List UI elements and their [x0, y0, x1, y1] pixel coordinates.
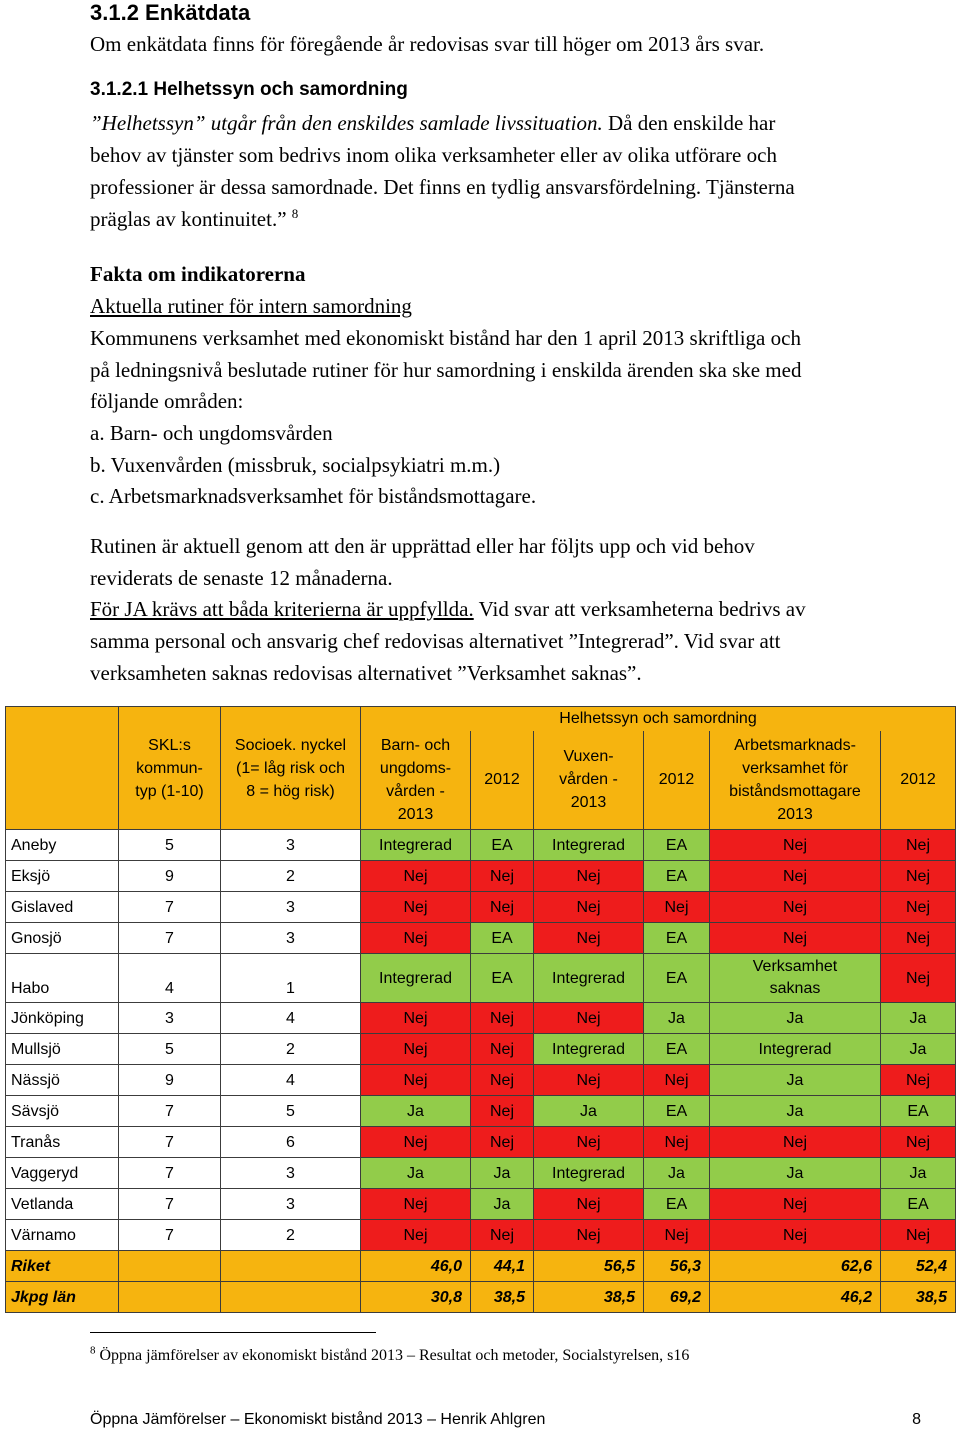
result-cell: EA — [644, 923, 710, 954]
para3-line-2: samma personal och ansvarig chef redovisas alternativet ”Integrerad”. Vid svar att — [90, 629, 781, 653]
page-footer — [90, 1411, 921, 1429]
result-cell: Ja — [881, 1158, 956, 1189]
riket-value: 46,0 — [361, 1251, 471, 1282]
skl-type: 3 — [119, 1003, 221, 1034]
skl-type: 7 — [119, 923, 221, 954]
socioek-key: 3 — [221, 923, 361, 954]
skl-type: 9 — [119, 861, 221, 892]
footnote-divider — [90, 1332, 376, 1333]
footer-text: Öppna Jämförelser – Ekonomiskt bistånd 2013 – Henrik Ahlgren — [90, 1411, 546, 1428]
result-cell: Integrerad — [361, 830, 471, 861]
jkpg-value: 38,5 — [881, 1282, 956, 1313]
result-cell: Nej — [881, 1220, 956, 1251]
para3-line-3: verksamheten saknas redovisas alternativet ”Verksamhet saknas”. — [90, 661, 642, 685]
cell-empty — [221, 1282, 361, 1313]
result-cell: Nej — [361, 1127, 471, 1158]
section-heading: 3.1.2 Enkätdata — [90, 0, 251, 25]
result-cell: EA — [471, 923, 534, 954]
result-cell: Nej — [471, 861, 534, 892]
table-row — [6, 1096, 956, 1127]
skl-type: 5 — [119, 830, 221, 861]
table-row — [6, 1189, 956, 1220]
municipality-name: Mullsjö — [6, 1034, 119, 1065]
municipality-name: Vaggeryd — [6, 1158, 119, 1189]
subsection-heading: 3.1.2.1 Helhetssyn och samordning — [90, 79, 408, 100]
socioek-key: 4 — [221, 1003, 361, 1034]
result-cell: Verksamhet saknas — [710, 954, 881, 1003]
socioek-key: 3 — [221, 1158, 361, 1189]
quote-line-4-text: präglas av kontinuitet.” — [90, 207, 287, 231]
table-row — [6, 1003, 956, 1034]
quote-line-1 — [90, 108, 775, 140]
facts-subtitle: Aktuella rutiner för intern samordning — [90, 294, 412, 318]
result-cell: Nej — [881, 830, 956, 861]
result-cell: Nej — [471, 1127, 534, 1158]
facts-item-b: b. Vuxenvården (missbruk, socialpsykiatri m.m.) — [90, 453, 501, 477]
result-cell: Nej — [710, 830, 881, 861]
table-row — [6, 1158, 956, 1189]
riket-value: 52,4 — [881, 1251, 956, 1282]
result-cell: Nej — [471, 1220, 534, 1251]
municipality-name: Gnosjö — [6, 923, 119, 954]
municipality-name: Gislaved — [6, 892, 119, 923]
results-table — [5, 706, 956, 1313]
skl-type: 5 — [119, 1034, 221, 1065]
result-cell: EA — [881, 1096, 956, 1127]
facts-line-2: på ledningsnivå beslutade rutiner för hur samordning i enskilda ärenden ska ske med — [90, 358, 802, 382]
page-number: 8 — [912, 1411, 921, 1428]
riket-value: 44,1 — [471, 1251, 534, 1282]
result-cell: Nej — [881, 1065, 956, 1096]
riket-label: Riket — [6, 1251, 119, 1282]
socioek-key: 1 — [221, 954, 361, 1003]
result-cell: Nej — [534, 923, 644, 954]
header-skl: SKL:s kommun-typ (1-10) — [119, 707, 221, 830]
result-cell: EA — [471, 954, 534, 1003]
result-cell: EA — [644, 1096, 710, 1127]
quote-italic: ”Helhetssyn” utgår från den enskildes samlade livssituation. — [90, 111, 603, 135]
riket-value: 56,3 — [644, 1251, 710, 1282]
table-row — [6, 954, 956, 1003]
result-cell: Nej — [881, 923, 956, 954]
table-row — [6, 1220, 956, 1251]
result-cell: Nej — [881, 1127, 956, 1158]
result-cell: EA — [644, 1034, 710, 1065]
socioek-key: 5 — [221, 1096, 361, 1127]
riket-value: 62,6 — [710, 1251, 881, 1282]
header-group: Helhetssyn och samordning — [361, 707, 956, 731]
result-cell: Integrerad — [710, 1034, 881, 1065]
cell-empty — [221, 1251, 361, 1282]
result-cell: Nej — [471, 1065, 534, 1096]
municipality-name: Värnamo — [6, 1220, 119, 1251]
result-cell: Nej — [534, 1003, 644, 1034]
table-row — [6, 892, 956, 923]
socioek-key: 3 — [221, 892, 361, 923]
municipality-name: Vetlanda — [6, 1189, 119, 1220]
result-cell: Nej — [644, 1065, 710, 1096]
result-cell: Ja — [881, 1003, 956, 1034]
header-barn: Barn- och ungdoms-vården - 2013 — [361, 731, 471, 830]
result-cell: Ja — [361, 1096, 471, 1127]
footnote-text: Öppna jämförelser av ekonomiskt bistånd 2013 – Resultat och metoder, Socialstyrelsen, s16 — [95, 1347, 690, 1364]
result-cell: Nej — [534, 861, 644, 892]
jkpg-value: 46,2 — [710, 1282, 881, 1313]
result-cell: EA — [644, 861, 710, 892]
quote-line-4 — [90, 204, 298, 236]
result-cell: Nej — [881, 892, 956, 923]
intro-text: Om enkätdata finns för föregående år redovisas svar till höger om 2013 års svar. — [90, 32, 765, 56]
result-cell: Nej — [881, 861, 956, 892]
result-cell: Nej — [710, 1189, 881, 1220]
table-row — [6, 1065, 956, 1096]
footnote-ref: 8 — [291, 206, 299, 221]
skl-type: 7 — [119, 1189, 221, 1220]
skl-type: 7 — [119, 1096, 221, 1127]
result-cell: Nej — [361, 1065, 471, 1096]
result-cell: EA — [644, 954, 710, 1003]
result-cell: Integrerad — [534, 1034, 644, 1065]
result-cell: Nej — [361, 1034, 471, 1065]
header-arb: Arbetsmarknads-verksamhet för biståndsmottagare 2013 — [710, 731, 881, 830]
facts-line-3: följande områden: — [90, 389, 244, 413]
result-cell: Nej — [471, 892, 534, 923]
socioek-key: 2 — [221, 1220, 361, 1251]
municipality-name: Eksjö — [6, 861, 119, 892]
jkpg-label: Jkpg län — [6, 1282, 119, 1313]
result-cell: Ja — [710, 1096, 881, 1127]
facts-item-c: c. Arbetsmarknadsverksamhet för biståndsmottagare. — [90, 484, 537, 508]
municipality-name: Nässjö — [6, 1065, 119, 1096]
result-cell: Integrerad — [361, 954, 471, 1003]
socioek-key: 4 — [221, 1065, 361, 1096]
quote-line-3: professioner är dessa samordnade. Det finns en tydlig ansvarsfördelning. Tjänsterna — [90, 175, 795, 199]
facts-line-1: Kommunens verksamhet med ekonomiskt bistånd har den 1 april 2013 skriftliga och — [90, 326, 801, 350]
socioek-key: 2 — [221, 861, 361, 892]
header-vuxen: Vuxen-vården - 2013 — [534, 731, 644, 830]
result-cell: Nej — [644, 1220, 710, 1251]
header-2012-barn: 2012 — [471, 731, 534, 830]
skl-type: 7 — [119, 1127, 221, 1158]
table-body — [6, 830, 956, 1251]
result-cell: Nej — [534, 1189, 644, 1220]
header-socioek: Socioek. nyckel (1= låg risk och 8 = hög risk) — [221, 707, 361, 830]
result-cell: Ja — [644, 1158, 710, 1189]
result-cell: Nej — [644, 892, 710, 923]
result-cell: EA — [644, 830, 710, 861]
result-cell: Nej — [471, 1034, 534, 1065]
cell-empty — [119, 1282, 221, 1313]
municipality-name: Tranås — [6, 1127, 119, 1158]
result-cell: Nej — [361, 1220, 471, 1251]
result-cell: Ja — [471, 1158, 534, 1189]
municipality-name: Jönköping — [6, 1003, 119, 1034]
para2-line-2: reviderats de senaste 12 månaderna. — [90, 566, 393, 590]
result-cell: Nej — [471, 1003, 534, 1034]
table-row-jkpg — [6, 1282, 956, 1313]
table-header-row-1 — [6, 707, 956, 731]
result-cell: Nej — [710, 892, 881, 923]
table-row — [6, 1127, 956, 1158]
jkpg-value: 69,2 — [644, 1282, 710, 1313]
result-cell: Nej — [710, 1127, 881, 1158]
table-row — [6, 830, 956, 861]
jkpg-value: 38,5 — [471, 1282, 534, 1313]
table-row — [6, 861, 956, 892]
skl-type: 4 — [119, 954, 221, 1003]
result-cell: Integrerad — [534, 1158, 644, 1189]
header-2012-vuxen: 2012 — [644, 731, 710, 830]
table-row — [6, 1034, 956, 1065]
cell-empty — [119, 1251, 221, 1282]
result-cell: Ja — [710, 1158, 881, 1189]
result-cell: Ja — [710, 1003, 881, 1034]
result-cell: Ja — [361, 1158, 471, 1189]
result-cell: Nej — [710, 923, 881, 954]
result-cell: Nej — [361, 892, 471, 923]
footnote — [90, 1344, 690, 1365]
result-cell: Nej — [534, 1065, 644, 1096]
para3-underlined: För JA krävs att båda kriterierna är uppfyllda. — [90, 597, 474, 621]
skl-type: 7 — [119, 892, 221, 923]
socioek-key: 3 — [221, 830, 361, 861]
socioek-key: 2 — [221, 1034, 361, 1065]
municipality-name: Habo — [6, 954, 119, 1003]
result-cell: Nej — [361, 923, 471, 954]
facts-title: Fakta om indikatorerna — [90, 262, 306, 286]
jkpg-value: 38,5 — [534, 1282, 644, 1313]
result-cell: Nej — [534, 1220, 644, 1251]
result-cell: Ja — [471, 1189, 534, 1220]
result-cell: Nej — [710, 861, 881, 892]
result-cell: EA — [471, 830, 534, 861]
result-cell: Ja — [881, 1034, 956, 1065]
result-cell: Nej — [644, 1127, 710, 1158]
result-cell: Nej — [361, 1189, 471, 1220]
socioek-key: 6 — [221, 1127, 361, 1158]
facts-item-a: a. Barn- och ungdomsvården — [90, 421, 333, 445]
result-cell: Nej — [534, 892, 644, 923]
para3-rest: Vid svar att verksamheterna bedrivs av — [473, 597, 806, 621]
quote-line-1-rest: Då den enskilde har — [602, 111, 776, 135]
result-cell: EA — [881, 1189, 956, 1220]
para2-line-1: Rutinen är aktuell genom att den är upprättad eller har följts upp och vid behov — [90, 534, 755, 558]
skl-type: 7 — [119, 1220, 221, 1251]
result-cell: Ja — [644, 1003, 710, 1034]
header-empty — [6, 707, 119, 830]
result-cell: Nej — [361, 861, 471, 892]
skl-type: 9 — [119, 1065, 221, 1096]
result-cell: Nej — [881, 954, 956, 1003]
table-row-riket — [6, 1251, 956, 1282]
header-2012-arb: 2012 — [881, 731, 956, 830]
riket-value: 56,5 — [534, 1251, 644, 1282]
quote-line-2: behov av tjänster som bedrivs inom olika verksamheter eller av olika utförare och — [90, 143, 777, 167]
result-cell: Integrerad — [534, 954, 644, 1003]
result-cell: Integrerad — [534, 830, 644, 861]
skl-type: 7 — [119, 1158, 221, 1189]
result-cell: EA — [644, 1189, 710, 1220]
municipality-name: Aneby — [6, 830, 119, 861]
para3-line-1 — [90, 594, 806, 626]
municipality-name: Sävsjö — [6, 1096, 119, 1127]
jkpg-value: 30,8 — [361, 1282, 471, 1313]
result-cell: Nej — [710, 1220, 881, 1251]
result-cell: Nej — [534, 1127, 644, 1158]
result-cell: Ja — [710, 1065, 881, 1096]
table-row — [6, 923, 956, 954]
result-cell: Nej — [361, 1003, 471, 1034]
socioek-key: 3 — [221, 1189, 361, 1220]
footnote-number: 8 — [90, 1344, 96, 1357]
result-cell: Nej — [471, 1096, 534, 1127]
result-cell: Ja — [534, 1096, 644, 1127]
